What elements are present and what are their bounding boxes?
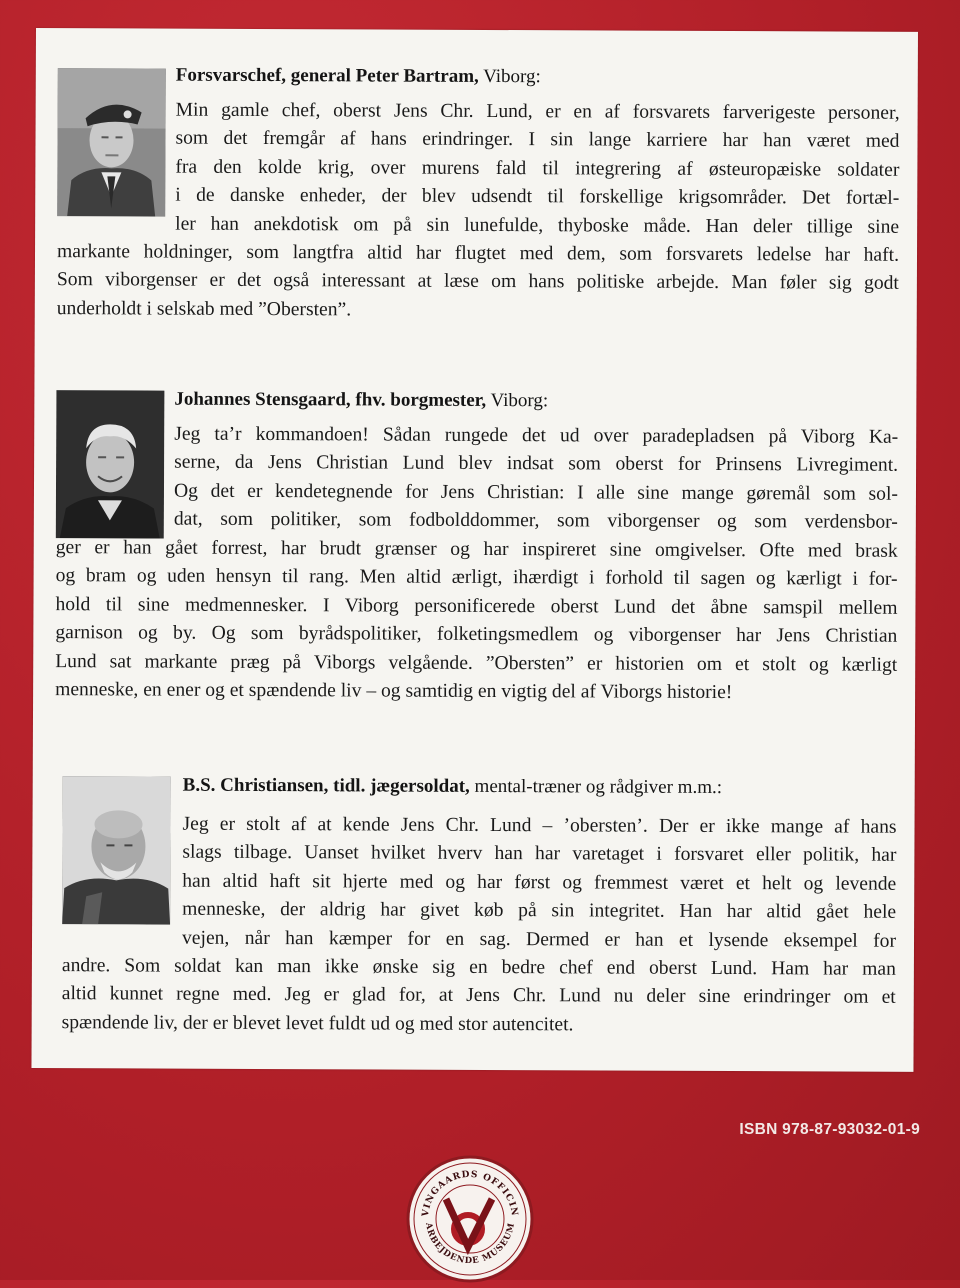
portrait-mayor-photo: [56, 390, 165, 538]
text-line: Og det er kendetegnende for Jens Christian: I alle sine mange gøremål som sol-: [173, 480, 899, 505]
portrait-soldier-photo: [62, 776, 171, 924]
text-line: hold til sine medmennesker. I Viborg personificerede oberst Lund det åbne samspil mellem: [55, 593, 898, 619]
text-line: Lund sat markante præg på Viborgs velgående. ”Obersten” er historien om et stolt og kærligt: [55, 650, 898, 676]
text-line: garnison og by. Og som byrådspolitiker, folketingsmedlem og viborgenser har Jens Christian: [55, 622, 898, 647]
text-line: spændende liv, der er blevet levet fuldt ud og med stor autencitet.: [61, 1011, 574, 1036]
text-line: serne, da Jens Christian Lund blev indsat som oberst for Prinsens Livregiment.: [174, 452, 899, 477]
text-line: dat, som politiker, som fodbolddommer, som viborgenser og som verdensbor-: [173, 508, 898, 533]
vingaards-officin-seal-logo: [406, 1155, 534, 1283]
text-line: han altid haft sit hjerte med og har først og fremmest været et helt og levende: [182, 870, 897, 895]
quote-author-heading: Johannes Stensgaard, fhv. borgmester, Viborg:: [174, 388, 549, 412]
svg-text:VINGAARDS OFFICIN: VINGAARDS OFFICIN: [420, 1169, 520, 1218]
text-line: Jeg er stolt af at kende Jens Chr. Lund – ’obersten’. Der er ikke mange af hans: [182, 813, 897, 838]
quote-body-christiansen: [182, 811, 897, 956]
text-line: og bram og uden hensyn til rang. Men altid ærligt, ihærdigt i forhold til sagen og kærligt i for-: [55, 565, 898, 591]
text-line: ler han anekdotisk om på sin lunefulde, thyboske måde. Han deler tillige sine: [175, 213, 900, 238]
text-line: fra den kolde krig, over murens fald til integrering af østeuropæiske soldater: [175, 156, 900, 181]
quote-body-bartram: [175, 97, 900, 242]
text-line: menneske, der aldrig har givet køb på sin integritet. Han har altid gået hele: [182, 898, 897, 923]
text-line: i de danske enheder, der blev udsendt til forskellige krigsområder. Det fortæl-: [175, 184, 900, 209]
text-line: altid kunnet regne med. Jeg er glad for, at Jens Chr. Lund nu deler sine erindringer om et: [61, 983, 896, 1009]
quote-body-stensgaard-full: [55, 534, 898, 708]
text-line: menneske, en ener og et spændende liv – og samtidig en vigtig del af Viborgs historie!: [55, 679, 733, 704]
text-line: vejen, når han kæmper for en sag. Dermed er han et lysende eksempel for: [181, 927, 897, 952]
text-line: underholdt i selskab med ”Obersten”.: [56, 297, 352, 321]
quote-body-stensgaard: [174, 421, 898, 538]
back-cover-text-panel: [31, 28, 918, 1072]
portrait-general-photo: [57, 68, 166, 216]
text-line: andre. Som soldat kan man ikke ønske sig en bedre chef end oberst Lund. Ham har man: [61, 955, 896, 980]
text-line: Jeg ta’r kommandoen! Sådan rungede det ud over paradepladsen på Viborg Ka-: [174, 423, 899, 448]
text-line: slags tilbage. Uanset hvilket hverv han har varetaget i forsvaret eller politik, har: [182, 842, 897, 867]
text-line: ger er han gået forrest, har brudt grænser og har inspireret sine omgivelser. Ofte med brask: [55, 537, 898, 562]
text-line: markante holdninger, som langtfra altid har flugtet med dem, som forsvarets ledelse har haft.: [56, 241, 900, 266]
isbn-label: ISBN 978-87-93032-01-9: [739, 1121, 920, 1138]
quote-body-christiansen-full: [62, 952, 896, 1041]
quote-author-heading: B.S. Christiansen, tidl. jægersoldat, mental-træner og rådgiver m.m.:: [182, 774, 723, 799]
text-line: Som viborgenser er det også interessant at læse om hans politiske arbejde. Man føler sig godt: [56, 269, 899, 295]
text-line: Min gamle chef, oberst Jens Chr. Lund, er en af forsvarets farverigeste personer,: [175, 99, 900, 124]
quote-author-heading: Forsvarschef, general Peter Bartram, Viborg:: [175, 64, 541, 88]
text-line: som det fremgår af hans erindringer. I sin lange karriere har han været med: [175, 128, 900, 153]
quote-block-bartram: [36, 28, 918, 321]
svg-text:ARBEJDENDE MUSEUM: ARBEJDENDE MUSEUM: [423, 1221, 518, 1267]
quote-body-bartram-full: [57, 238, 899, 327]
